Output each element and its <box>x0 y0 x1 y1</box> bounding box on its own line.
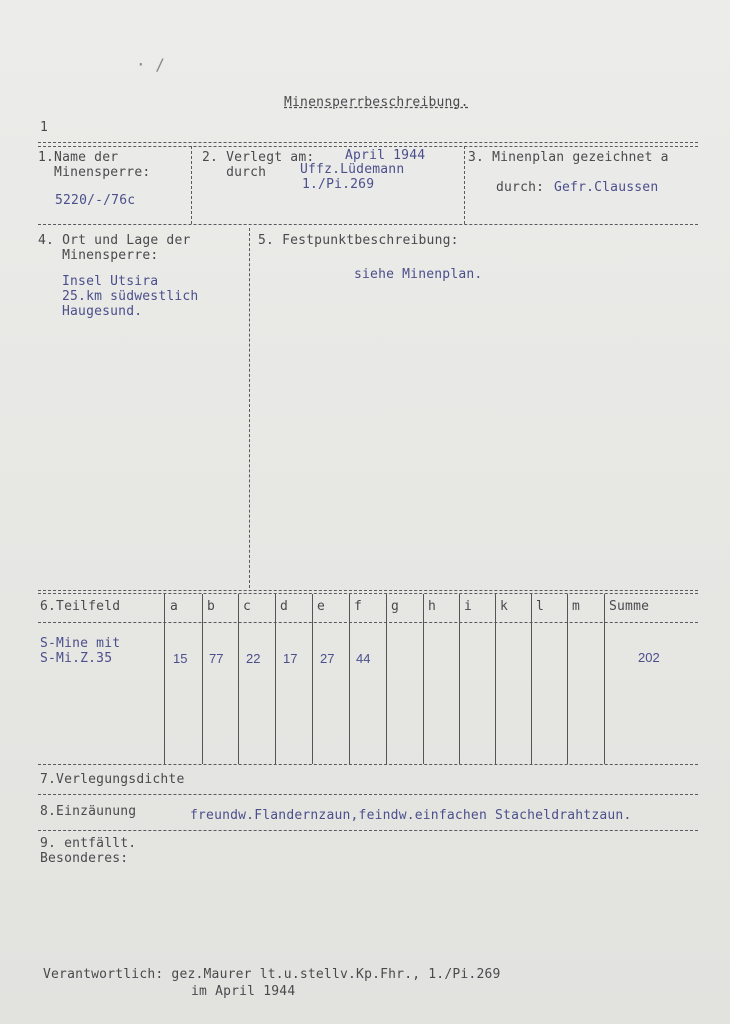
rule-table-header <box>38 622 698 623</box>
rule-2 <box>38 224 698 225</box>
rule-table-top <box>38 590 698 591</box>
col-divider <box>423 594 424 764</box>
col-divider <box>459 594 460 764</box>
col-divider <box>604 594 605 764</box>
document-title: Minensperrbeschreibung. <box>284 95 469 110</box>
col-header-l: l <box>536 599 545 614</box>
row-label-1: S-Mine mit <box>40 636 121 651</box>
field1-value: 5220/-/76c <box>55 193 136 208</box>
field2-by-1: Uffz.Lüdemann <box>300 162 405 177</box>
col-header-g: g <box>391 599 400 614</box>
rule-table-bottom <box>38 764 698 765</box>
field5-value: siehe Minenplan. <box>354 267 483 282</box>
rule-top <box>38 142 698 143</box>
field1-label-1: 1.Name der <box>38 150 119 165</box>
field4-value-2: 25.km südwestlich <box>62 289 199 304</box>
col-header-h: h <box>428 599 437 614</box>
col-header-k: k <box>500 599 509 614</box>
divider-1-2 <box>191 146 192 224</box>
col-divider <box>202 594 203 764</box>
field8-label: 8.Einzäunung <box>40 804 137 819</box>
col-header-i: i <box>464 599 473 614</box>
field5-label: 5. Festpunktbeschreibung: <box>258 233 459 248</box>
field4-value-1: Insel Utsira <box>62 274 159 289</box>
value-b: 77 <box>209 651 224 666</box>
field4-label-2: Minensperre: <box>38 248 159 263</box>
col-divider <box>386 594 387 764</box>
col-header-a: a <box>170 599 179 614</box>
rule-8 <box>38 830 698 831</box>
col-divider <box>312 594 313 764</box>
value-summe: 202 <box>638 650 660 665</box>
ink-mark: · / <box>136 55 165 74</box>
rule-7 <box>38 794 698 795</box>
col-header-summe: Summe <box>609 599 650 614</box>
col-header-c: c <box>243 599 252 614</box>
col-divider <box>275 594 276 764</box>
field7-label: 7.Verlegungsdichte <box>40 772 185 787</box>
col-divider <box>238 594 239 764</box>
field2-label-2: durch <box>202 165 267 180</box>
value-f: 44 <box>356 651 371 666</box>
field3-label: 3. Minenplan gezeichnet a <box>468 150 669 165</box>
col-header-b: b <box>207 599 216 614</box>
field8-value: freundw.Flandernzaun,feindw.einfachen Stacheldrahtzaun. <box>190 808 632 823</box>
field4-label-1: 4. Ort und Lage der <box>38 233 191 248</box>
col-divider <box>495 594 496 764</box>
field3-value: Gefr.Claussen <box>554 180 659 195</box>
footer-line-1: Verantwortlich: gez.Maurer lt.u.stellv.Kp.Fhr., 1./Pi.269 <box>43 967 501 982</box>
field4-value-3: Haugesund. <box>62 304 143 319</box>
rule-table-top-2 <box>38 593 698 594</box>
divider-4-5 <box>249 228 250 588</box>
divider-2-3 <box>464 146 465 224</box>
field3-durch: durch: <box>496 180 545 195</box>
col-divider <box>567 594 568 764</box>
value-a: 15 <box>173 651 188 666</box>
value-c: 22 <box>246 651 261 666</box>
footer-line-2: im April 1944 <box>191 984 296 999</box>
field2-date: April 1944 <box>345 148 426 163</box>
field9-label-2: Besonderes: <box>40 851 129 866</box>
col-header-e: e <box>317 599 326 614</box>
field9-label-1: 9. entfällt. <box>40 836 137 851</box>
page-number: 1 <box>40 120 49 135</box>
col-divider <box>164 594 165 764</box>
col-divider <box>531 594 532 764</box>
rule-top-2 <box>38 146 698 147</box>
row-label-2: S-Mi.Z.35 <box>40 651 113 666</box>
field6-label: 6.Teilfeld <box>40 599 121 614</box>
value-d: 17 <box>283 651 298 666</box>
col-divider <box>349 594 350 764</box>
col-header-m: m <box>572 599 581 614</box>
col-header-d: d <box>280 599 289 614</box>
field2-label-1: 2. Verlegt am: <box>202 150 315 165</box>
value-e: 27 <box>320 651 335 666</box>
col-header-f: f <box>354 599 363 614</box>
field2-by-2: 1./Pi.269 <box>302 177 375 192</box>
field1-label-2: Minensperre: <box>38 165 151 180</box>
